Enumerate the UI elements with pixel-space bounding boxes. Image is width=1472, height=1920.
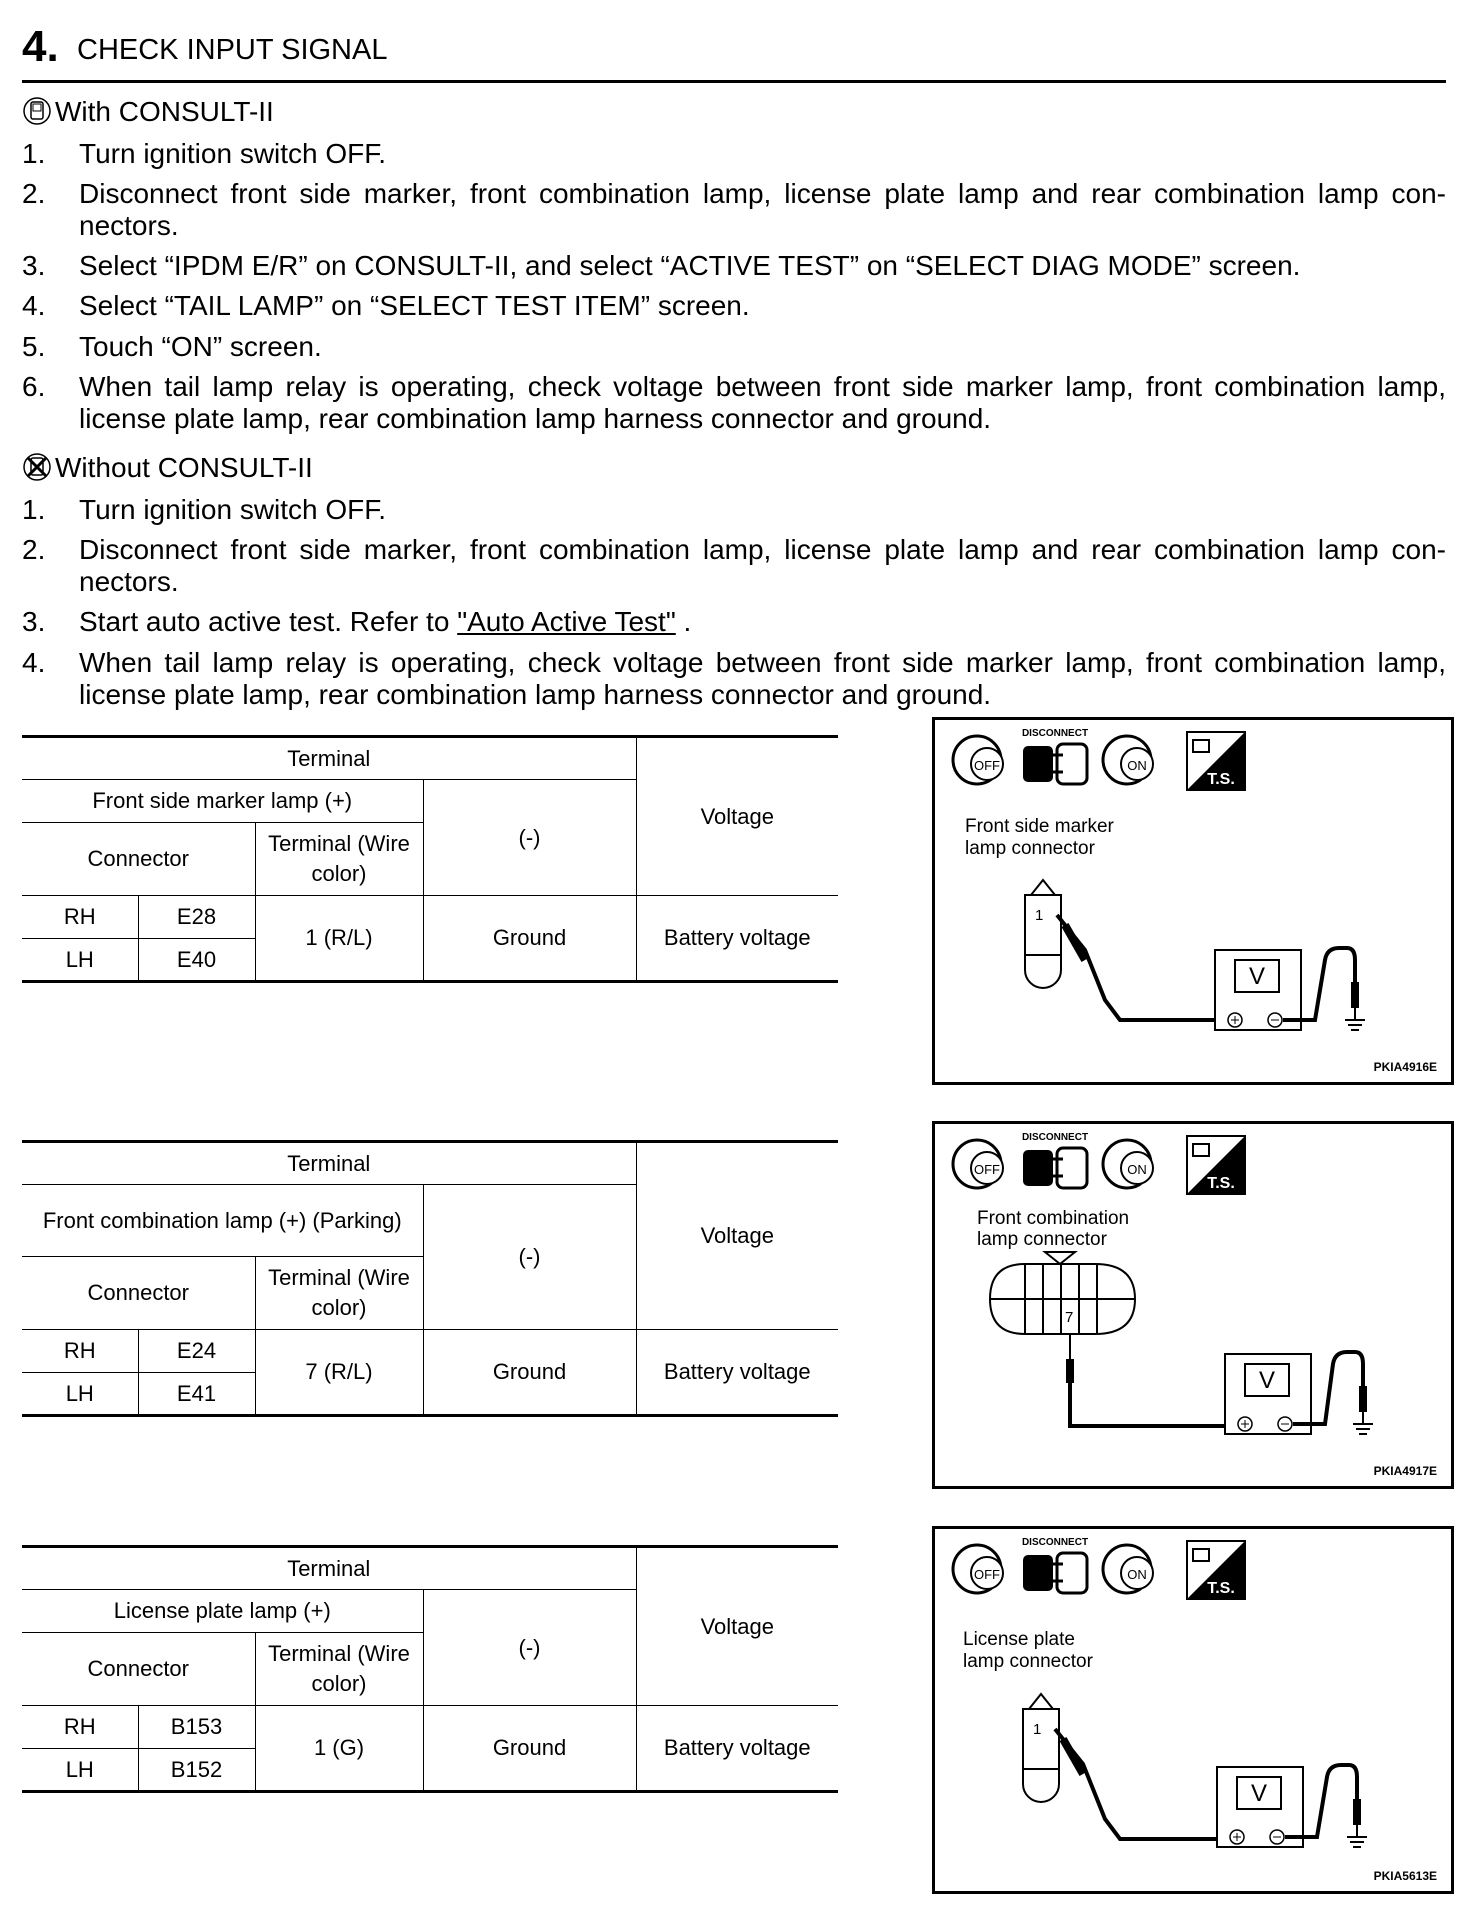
- svg-text:ON: ON: [1127, 1162, 1147, 1177]
- svg-text:1: 1: [1035, 907, 1044, 924]
- figure-label: lamp connector: [977, 1229, 1107, 1250]
- list-item: 3. Start auto active test. Refer to "Auto Active Test" .: [22, 606, 692, 637]
- svg-text:DISCONNECT: DISCONNECT: [1021, 1537, 1089, 1548]
- connector-header: Connector: [22, 823, 255, 896]
- ignition-on-icon: [1103, 1545, 1153, 1593]
- section-title: CHECK INPUT SIGNAL: [77, 34, 388, 66]
- section-header: [22, 18, 1446, 83]
- plus-terminal-header: License plate lamp (+): [22, 1590, 423, 1633]
- minus-cell: Ground: [423, 1330, 636, 1416]
- list-item: 3. Select “IPDM E/R” on CONSULT-II, and select “ACTIVE TEST” on “SELECT DIAG MODE” screen.: [22, 250, 1301, 281]
- svg-text:1: 1: [1033, 1721, 1042, 1738]
- side-cell: LH: [22, 1373, 138, 1416]
- connector-cell: B153: [138, 1706, 255, 1749]
- ignition-on-icon: [1103, 1140, 1153, 1188]
- figure-label: lamp connector: [963, 1651, 1093, 1672]
- plus-terminal-header: Front combination lamp (+) (Parking): [22, 1185, 423, 1257]
- svg-text:DISCONNECT: DISCONNECT: [1021, 728, 1089, 739]
- terminal-wire-header: Terminal (Wire color): [255, 1633, 423, 1706]
- connector-header: Connector: [22, 1633, 255, 1706]
- svg-text:OFF: OFF: [974, 758, 1000, 773]
- minus-cell: Ground: [423, 896, 636, 982]
- svg-text:OFF: OFF: [974, 1162, 1000, 1177]
- disconnect-icon: [1022, 728, 1088, 784]
- connector-header: Connector: [22, 1257, 255, 1330]
- ignition-off-icon: [953, 1140, 1003, 1188]
- lamp-connector-icon: [1023, 1694, 1059, 1802]
- ground-icon: [1353, 1424, 1373, 1434]
- terminal-wire-header: Terminal (Wire color): [255, 1257, 423, 1330]
- front-side-marker-table: [22, 735, 838, 983]
- ignition-off-icon: [953, 736, 1003, 784]
- minus-header: (-): [423, 780, 636, 896]
- terminal-wire-header: Terminal (Wire color): [255, 823, 423, 896]
- voltage-header: Voltage: [636, 1142, 838, 1330]
- figure-label: Front side marker: [965, 816, 1114, 837]
- svg-text:T.S.: T.S.: [1207, 1175, 1235, 1192]
- tester-icon: [1187, 732, 1245, 790]
- svg-text:V: V: [1258, 1367, 1276, 1394]
- figure-code: PKIA5613E: [1373, 1869, 1437, 1883]
- list-item: 5. Touch “ON” screen.: [22, 331, 322, 362]
- list-item: 4. When tail lamp relay is operating, check voltage between front side marker lamp, front combination lamp, license plate lamp, rear combination lamp harness connector and ground.: [22, 647, 1446, 710]
- figure-code: PKIA4917E: [1373, 1464, 1437, 1478]
- tester-icon: [1187, 1541, 1245, 1599]
- svg-text:ON: ON: [1127, 758, 1147, 773]
- terminal-header: Terminal: [22, 1142, 636, 1185]
- terminal-header: Terminal: [22, 1547, 636, 1590]
- connector-cell: E40: [138, 939, 255, 982]
- voltage-cell: Battery voltage: [636, 896, 838, 982]
- with-consult-label: With CONSULT-II: [55, 96, 274, 127]
- lamp-connector-icon: [1025, 880, 1061, 988]
- connector-cell: E28: [138, 896, 255, 939]
- figure-label: License plate: [963, 1629, 1075, 1650]
- terminal-cell: 7 (R/L): [255, 1330, 423, 1416]
- no-consult-icon: [22, 452, 52, 482]
- voltage-header: Voltage: [636, 737, 838, 896]
- svg-text:V: V: [1248, 963, 1266, 990]
- minus-header: (-): [423, 1590, 636, 1706]
- figure-label: Front combination: [977, 1208, 1130, 1229]
- auto-active-test-link[interactable]: "Auto Active Test": [457, 606, 676, 637]
- connector-cell: E41: [138, 1373, 255, 1416]
- ground-icon: [1345, 1020, 1365, 1030]
- side-cell: RH: [22, 896, 138, 939]
- terminal-header: Terminal: [22, 737, 636, 780]
- disconnect-icon: [1022, 1537, 1088, 1593]
- minus-header: (-): [423, 1185, 636, 1330]
- step-number: 4.: [22, 22, 59, 71]
- side-cell: RH: [22, 1330, 138, 1373]
- list-item: 2. Disconnect front side marker, front combination lamp, license plate lamp and rear combination lamp con-nectors.: [22, 178, 1446, 241]
- connector-cell: E24: [138, 1330, 255, 1373]
- consult-icon: [22, 96, 52, 126]
- with-consult-heading: [22, 96, 274, 128]
- svg-text:OFF: OFF: [974, 1567, 1000, 1582]
- license-plate-table: [22, 1545, 838, 1793]
- ground-icon: [1347, 1837, 1367, 1847]
- list-item: 6. When tail lamp relay is operating, check voltage between front side marker lamp, front combination lamp, license plate lamp, rear combination lamp harness connector and ground.: [22, 371, 1446, 434]
- without-consult-label: Without CONSULT-II: [55, 452, 313, 483]
- list-item: 1. Turn ignition switch OFF.: [22, 138, 387, 169]
- svg-text:7: 7: [1065, 1309, 1074, 1326]
- figure-label: lamp connector: [965, 838, 1095, 859]
- list-item: 2. Disconnect front side marker, front combination lamp, license plate lamp and rear combination lamp con-nectors.: [22, 534, 1446, 597]
- figure-license-plate: [932, 1526, 1454, 1894]
- figure-front-combination: [932, 1121, 1454, 1489]
- list-item: 4. Select “TAIL LAMP” on “SELECT TEST ITEM” screen.: [22, 290, 750, 321]
- voltage-header: Voltage: [636, 1547, 838, 1706]
- svg-text:V: V: [1250, 1780, 1268, 1807]
- svg-text:DISCONNECT: DISCONNECT: [1021, 1132, 1089, 1143]
- ignition-on-icon: [1103, 736, 1153, 784]
- list-item: 1. Turn ignition switch OFF.: [22, 494, 387, 525]
- side-cell: LH: [22, 1749, 138, 1792]
- side-cell: RH: [22, 1706, 138, 1749]
- without-consult-heading: [22, 452, 313, 484]
- minus-cell: Ground: [423, 1706, 636, 1792]
- figure-code: PKIA4916E: [1373, 1060, 1437, 1074]
- tester-icon: [1187, 1136, 1245, 1194]
- lamp-connector-icon: [990, 1252, 1135, 1334]
- front-combination-table: [22, 1140, 838, 1417]
- plus-terminal-header: Front side marker lamp (+): [22, 780, 423, 823]
- connector-cell: B152: [138, 1749, 255, 1792]
- terminal-cell: 1 (G): [255, 1706, 423, 1792]
- disconnect-icon: [1022, 1132, 1088, 1188]
- ignition-off-icon: [953, 1545, 1003, 1593]
- voltage-cell: Battery voltage: [636, 1706, 838, 1792]
- svg-text:ON: ON: [1127, 1567, 1147, 1582]
- side-cell: LH: [22, 939, 138, 982]
- terminal-cell: 1 (R/L): [255, 896, 423, 982]
- voltage-cell: Battery voltage: [636, 1330, 838, 1416]
- svg-text:T.S.: T.S.: [1207, 771, 1235, 788]
- figure-front-side-marker: [932, 717, 1454, 1085]
- svg-text:T.S.: T.S.: [1207, 1580, 1235, 1597]
